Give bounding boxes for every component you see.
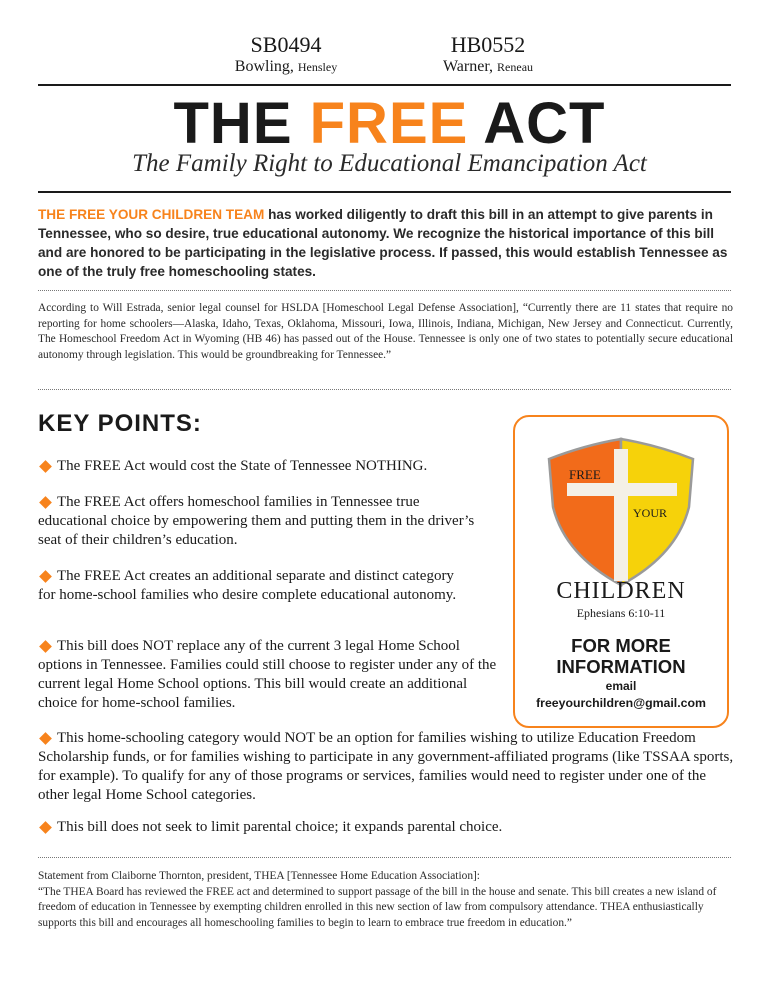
email-label: email (605, 679, 637, 693)
bill-number: SB0494 (250, 32, 322, 57)
logo-word-children: CHILDREN (556, 578, 686, 604)
top-rule (38, 84, 731, 86)
divider (38, 290, 731, 291)
diamond-bullet-icon (39, 732, 52, 745)
key-point: This bill does NOT replace any of the current 3 legal Home School options in Tennessee. Families could still choose to register under any of the current legal Home School options. This bill would create an additional choice for home-school families. (38, 638, 497, 711)
contact-box (513, 415, 729, 728)
hslda-quote: According to Will Estrada, senior legal counsel for HSLDA [Homeschool Legal Defense Association], “Currently there are 11 states that require no reporting for home schoolers—Alaska, Idaho, Texas, Oklahoma, Missouri, Iowa, Illinois, Indiana, Michigan, New Jersey and Connecticut. Currently, The Homeschool Freedom Act in Wyoming (HB 46) has passed out of the House. Tennessee is only one of two states to potentially secure educational autonomy through legislation. This would be groundbreaking for Tennessee.” (38, 302, 733, 361)
bill-number: HB0552 (450, 32, 526, 57)
logo-word-free: FREE (569, 467, 601, 482)
diamond-bullet-icon (39, 570, 52, 583)
page-subtitle: The Family Right to Educational Emancipation Act (132, 150, 647, 177)
logo-word-your: YOUR (633, 506, 668, 520)
info-heading: FOR MORE INFORMATION (556, 635, 686, 677)
page-title: THE FREE ACT (173, 91, 606, 156)
key-point: The FREE Act offers homeschool families in Tennessee true educational choice by empowering them and putting them in the driver’s seat of their children’s education. (38, 494, 475, 548)
bill-sponsor: Warner, Reneau (442, 58, 534, 75)
key-point: This bill does not seek to limit parental choice; it expands parental choice. (38, 818, 736, 837)
title-rule (38, 191, 731, 193)
diamond-bullet-icon (39, 640, 52, 653)
divider (38, 857, 731, 858)
key-point: The FREE Act would cost the State of Tennessee NOTHING. (38, 457, 483, 476)
diamond-bullet-icon (39, 496, 52, 509)
statement-text: “The THEA Board has reviewed the FREE act and determined to support passage of the bill in the house and senate. This bill creates a new island of freedom of education in Tennessee by exempting children enrolled in this new section of law from compulsory attendance. THEA enthusiastically supports this bill and encourages all homeschooling families to begin to learn to embrace true freedom in education.” (38, 885, 717, 929)
intro-paragraph: THE FREE YOUR CHILDREN TEAM has worked diligently to draft this bill in an attempt to give parents in Tennessee, who so desire, true educational autonomy. We recognize the historical importance of this bill and are honored to be participating in the legislative process. If passed, this would establish Tennessee as one of the truly free homeschooling states. (38, 207, 728, 279)
diamond-bullet-icon (39, 460, 52, 473)
key-point: This home-schooling category would NOT be an option for families wishing to utilize Education Freedom Scholarship funds, or for families wishing to participate in any government-affiliated programs (like TSSAA sports, for example). To qualify for any of those programs or services, families would need to register under one of the other legal Home School categories. (38, 730, 734, 803)
key-points-heading: KEY POINTS: (38, 410, 202, 437)
diamond-bullet-icon (39, 821, 52, 834)
shield-logo-icon (545, 437, 697, 587)
bill-house (420, 33, 556, 77)
key-point: The FREE Act creates an additional separate and distinct category for home-school families who desire complete educational autonomy. (38, 568, 457, 603)
bill-senate (222, 33, 350, 77)
divider (38, 389, 731, 390)
bill-sponsor: Bowling, Hensley (234, 58, 338, 75)
statement-intro: Statement from Claiborne Thornton, president, THEA [Tennessee Home Education Association]: (38, 870, 480, 882)
logo-verse: Ephesians 6:10-11 (576, 606, 666, 620)
email-address: freeyourchildren@gmail.com (536, 696, 706, 710)
thea-statement (38, 869, 733, 931)
